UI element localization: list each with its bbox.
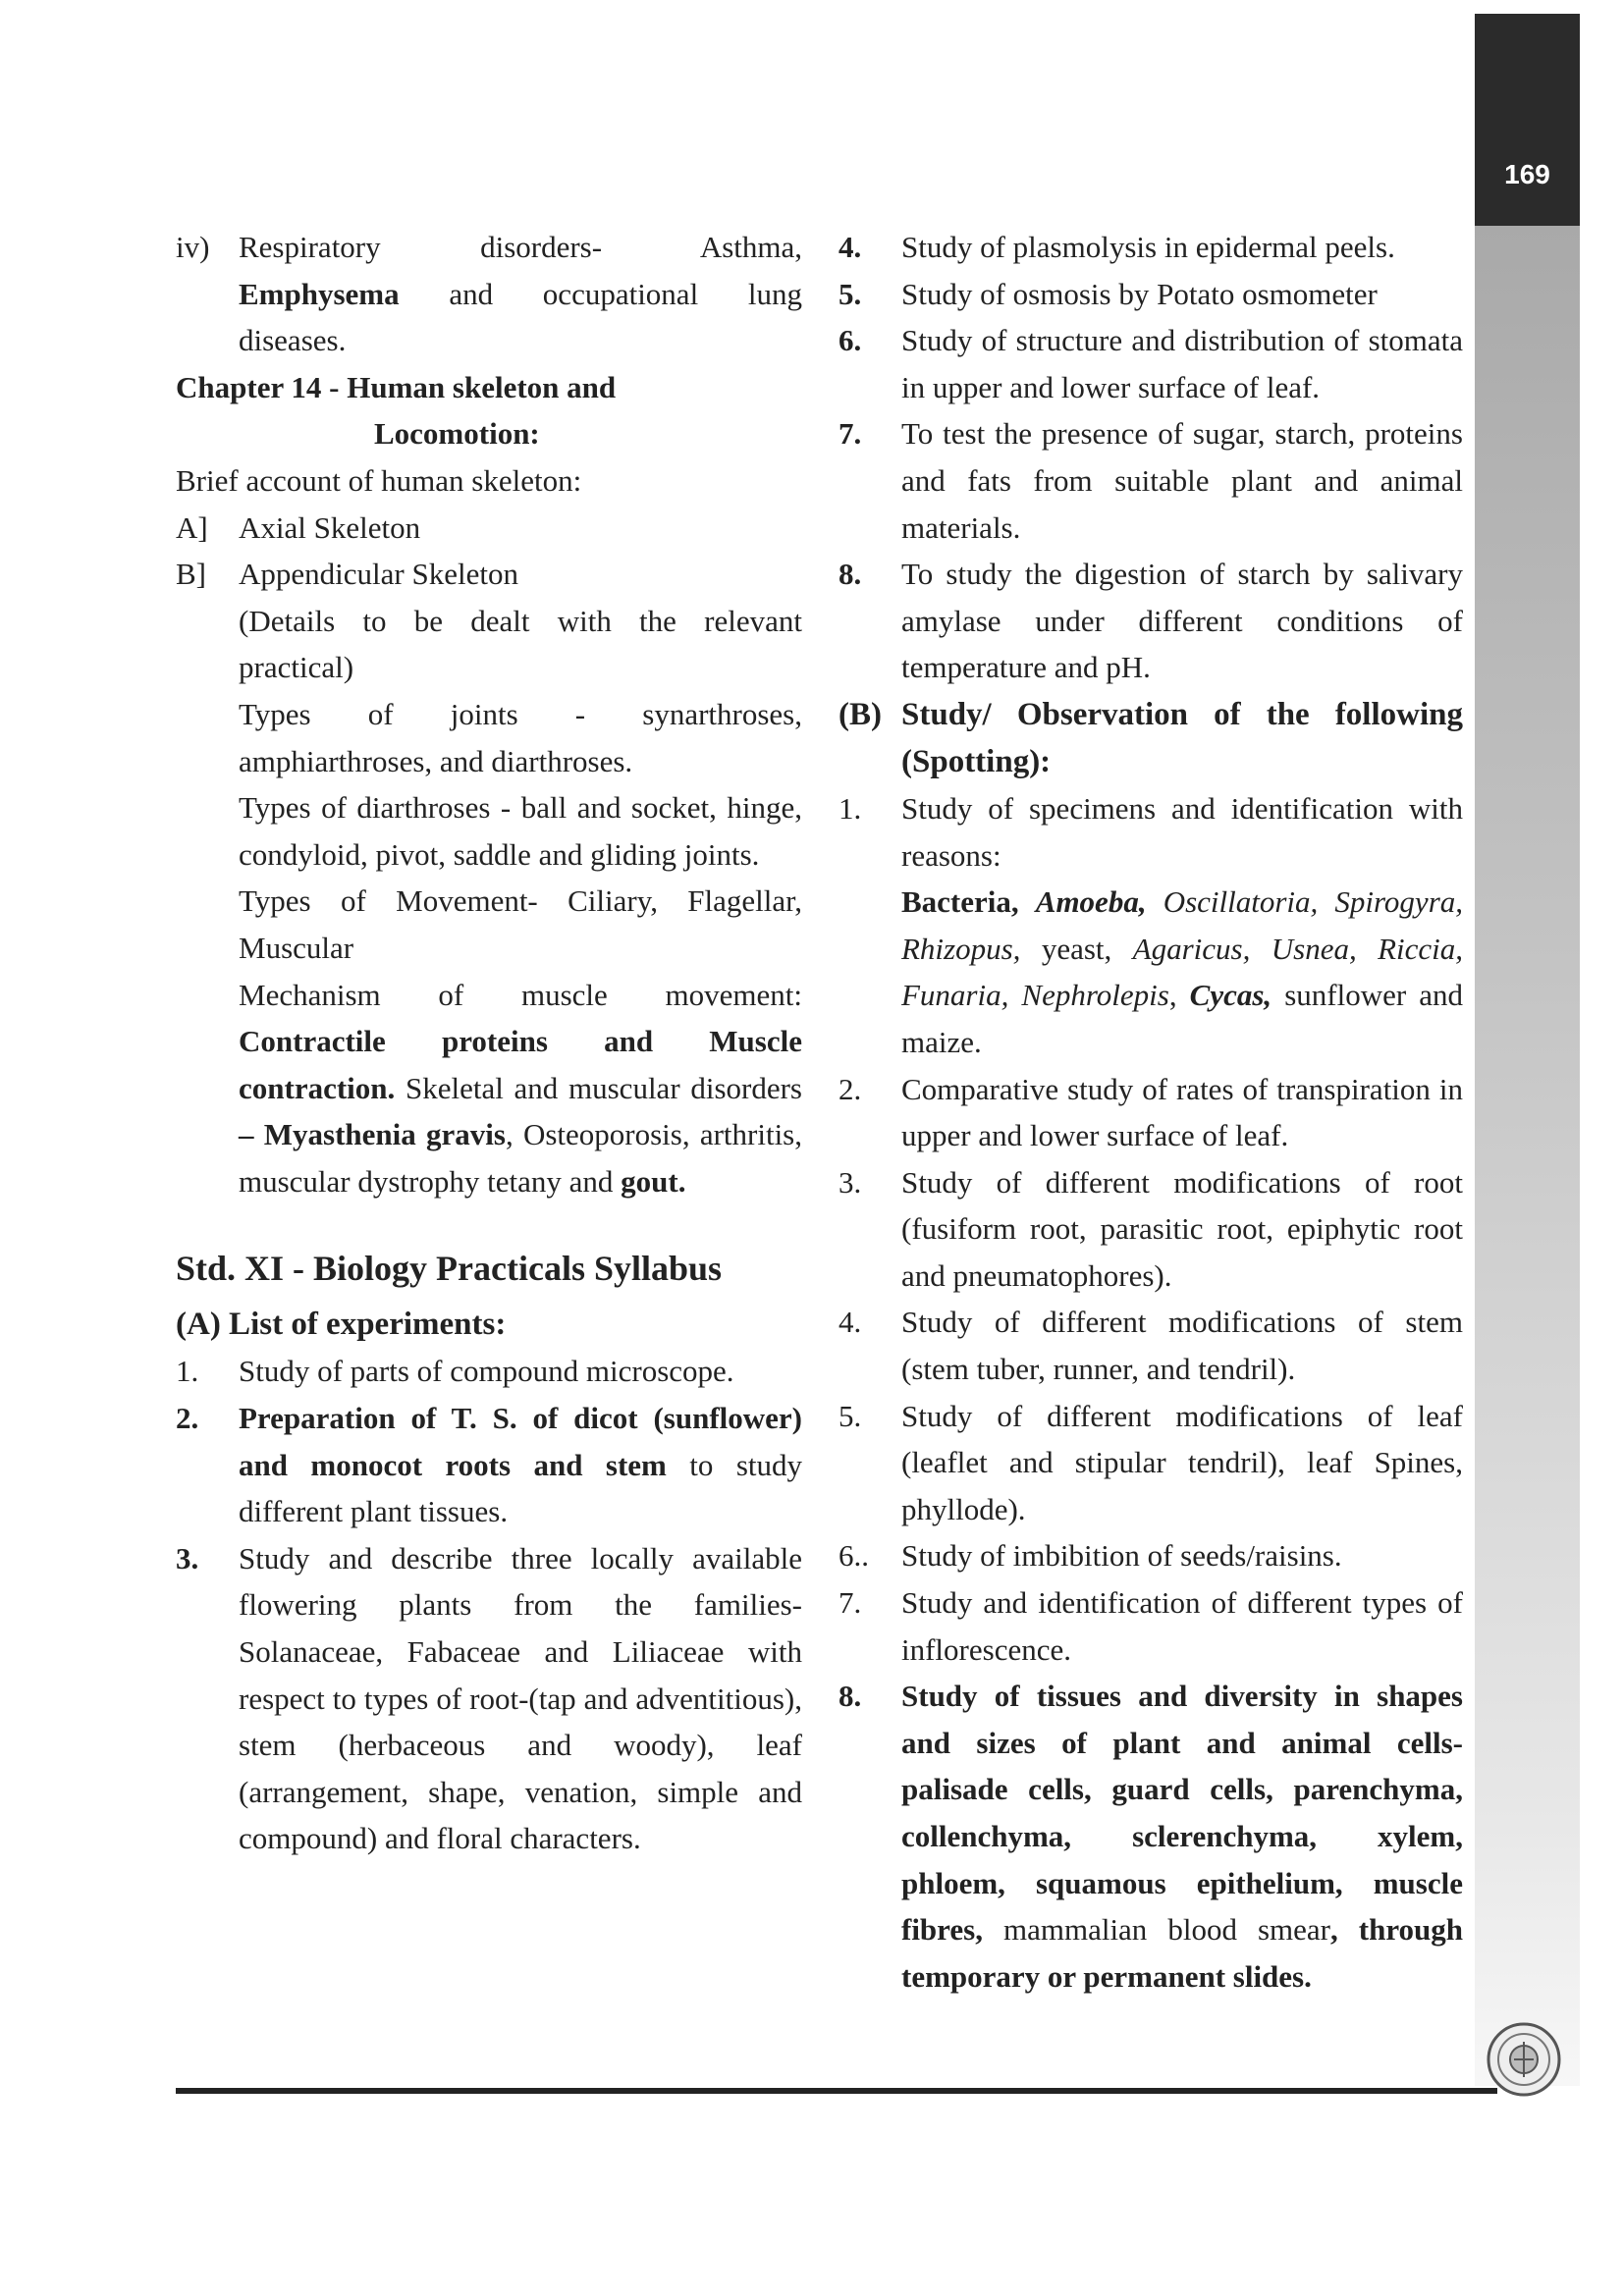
item-marker: A] bbox=[176, 509, 208, 545]
item-text: Study of different modifications of stem (stem tuber, runner, and tendril). bbox=[901, 1305, 1463, 1387]
list-item-spot6 bbox=[839, 1532, 1463, 1579]
dash: – bbox=[239, 1117, 254, 1152]
item-text: Appendicular Skeleton bbox=[239, 557, 518, 592]
joints-paragraph: Types of joints - synarthroses, amphiarthroses, and diarthroses. bbox=[239, 696, 802, 778]
specimens-italic-2: Agaricus, Usnea, Riccia, Funaria, Nephrolepis bbox=[901, 931, 1464, 1013]
page-number: 169 bbox=[1504, 159, 1550, 189]
respiratory-line: Respiratory disorders- Asthma, bbox=[239, 230, 802, 264]
item-text bbox=[901, 1673, 1463, 2000]
list-item-spot2 bbox=[839, 1066, 1463, 1159]
list-item-exp7 bbox=[839, 410, 1463, 551]
item-text: Comparative study of rates of transpiration in upper and lower surface of leaf. bbox=[901, 1071, 1463, 1153]
item-marker: 3. bbox=[176, 1540, 199, 1575]
list-item-exp5 bbox=[839, 271, 1463, 318]
details-note: (Details to be dealt with the relevant practical) bbox=[239, 603, 802, 685]
blood-smear-term: mammalian blood smear bbox=[1002, 1912, 1330, 1948]
item-text: Study of different modifications of root (fusiform root, parasitic root, epiphytic root and pneumatophores). bbox=[901, 1164, 1463, 1293]
list-item-axial bbox=[176, 505, 802, 552]
specimens-italic-1: Oscillatoria, Spirogyra, Rhizopus, bbox=[901, 884, 1464, 966]
emphysema-term: Emphysema bbox=[239, 276, 400, 311]
list-item-exp3 bbox=[176, 1535, 802, 1862]
item-text bbox=[239, 1395, 802, 1535]
item-text: Study of structure and distribution of stomata in upper and lower surface of leaf. bbox=[901, 323, 1463, 404]
item-marker: 2. bbox=[839, 1071, 862, 1106]
list-item-respiratory bbox=[176, 224, 802, 364]
list-item-spot3 bbox=[839, 1159, 1463, 1300]
subsection-title-a: (A) List of experiments: bbox=[176, 1307, 507, 1343]
item-text: Study of osmosis by Potato osmometer bbox=[901, 276, 1378, 311]
chapter-title-cont: Locomotion: bbox=[374, 416, 540, 452]
respiratory-line-3: diseases. bbox=[239, 323, 347, 358]
right-column bbox=[839, 224, 1463, 2000]
amoeba-term: Amoeba, bbox=[1035, 884, 1147, 920]
spot1-intro: Study of specimens and identification with reasons: bbox=[901, 790, 1463, 873]
item-marker: 8. bbox=[839, 1679, 862, 1714]
item-marker: 6. bbox=[839, 323, 862, 358]
item-text: Study and describe three locally available flowering plants from the families- Solanaceae, Fabaceae and Liliaceae with respect to types of root-(tap and adventitious), stem (herbaceous and woody), leaf (arrangement, shape, venation, simple and compound) and floral characters. bbox=[239, 1540, 802, 1856]
list-item-exp8 bbox=[839, 551, 1463, 691]
yeast-term: yeast, bbox=[1041, 931, 1112, 966]
list-item-exp6 bbox=[839, 317, 1463, 410]
chapter-title: Chapter 14 - Human skeleton and bbox=[176, 369, 617, 404]
item-text: To test the presence of sugar, starch, proteins and fats from suitable plant and animal materials. bbox=[901, 416, 1463, 545]
list-item-spot8 bbox=[839, 1673, 1463, 2000]
comma: , bbox=[1168, 978, 1177, 1013]
emblem-icon bbox=[1485, 2020, 1563, 2099]
diarthroses-paragraph: Types of diarthroses - ball and socket, hinge, condyloid, pivot, saddle and gliding joints. bbox=[239, 790, 802, 872]
exp2-rest: to study different plant tissues. bbox=[239, 1447, 802, 1529]
list-item-spot1 bbox=[839, 785, 1463, 1066]
list-item-spot4 bbox=[839, 1299, 1463, 1392]
comma: , bbox=[1329, 1912, 1338, 1948]
item-text: Axial Skeleton bbox=[239, 509, 421, 545]
mechanism-rest: , Osteoporosis, arthritis, muscular dystrophy tetany and bbox=[239, 1117, 802, 1199]
list-item-exp1 bbox=[176, 1348, 802, 1395]
item-text: Study/ Observation of the following (Spotting): bbox=[901, 696, 1463, 779]
item-text: Study of plasmolysis in epidermal peels. bbox=[901, 230, 1395, 264]
item-marker: 3. bbox=[839, 1164, 862, 1200]
item-marker: 8. bbox=[839, 557, 862, 592]
mechanism-paragraph bbox=[176, 972, 802, 1205]
item-marker: 2. bbox=[176, 1401, 199, 1436]
bacteria-term: Bacteria, bbox=[901, 884, 1019, 920]
item-marker: (B) bbox=[839, 696, 882, 732]
list-item-spot7 bbox=[839, 1579, 1463, 1673]
item-text: Study of parts of compound microscope. bbox=[239, 1354, 734, 1389]
respiratory-line-rest: and occupational lung bbox=[449, 276, 802, 311]
item-marker: 5. bbox=[839, 276, 862, 311]
contractile-proteins-term: Contractile proteins and Muscle contraction. bbox=[239, 1024, 802, 1105]
section-title: Std. XI - Biology Practicals Syllabus bbox=[176, 1249, 723, 1289]
item-marker: 4. bbox=[839, 230, 862, 264]
left-column bbox=[176, 224, 802, 1862]
page-tab-gradient bbox=[1475, 226, 1580, 2086]
specimen-list bbox=[901, 879, 1463, 1065]
item-text: Study of imbibition of seeds/raisins. bbox=[901, 1538, 1342, 1574]
item-text bbox=[901, 785, 1463, 1066]
spot8-bold-2: through temporary or permanent slides. bbox=[901, 1912, 1463, 1994]
exp2-bold: Preparation of T. S. of dicot (sunflower) and monocot roots and stem bbox=[239, 1401, 802, 1482]
item-text: Study and identification of different types of inflorescence. bbox=[901, 1585, 1463, 1667]
item-marker: iv) bbox=[176, 230, 210, 264]
mechanism-intro: Mechanism of muscle movement: bbox=[239, 977, 802, 1012]
subsection-title-b bbox=[839, 691, 1463, 785]
spot8-bold: Study of tissues and diversity in shapes and sizes of plant and animal cells- palisade cells, guard cells, parenchyma, collenchyma, sclerenchyma, xylem, phloem, squamous epithelium, muscle fibres, bbox=[901, 1679, 1463, 1948]
item-text: Study of different modifications of leaf (leaflet and stipular tendril), leaf Spines, phyllode). bbox=[901, 1398, 1463, 1526]
item-text: To study the digestion of starch by salivary amylase under different conditions of temperature and pH. bbox=[901, 557, 1463, 685]
mechanism-mid: Skeletal and muscular disorders bbox=[405, 1070, 802, 1105]
item-marker: 5. bbox=[839, 1398, 862, 1433]
item-marker: B] bbox=[176, 557, 206, 592]
list-item-exp4 bbox=[839, 224, 1463, 271]
list-item-appendicular bbox=[176, 551, 802, 598]
item-marker: 7. bbox=[839, 1585, 862, 1621]
movement-paragraph: Types of Movement- Ciliary, Flagellar, Muscular bbox=[239, 883, 802, 965]
cycas-term: Cycas, bbox=[1189, 978, 1272, 1013]
list-item-exp2 bbox=[176, 1395, 802, 1535]
item-text bbox=[239, 224, 802, 364]
brief-account: Brief account of human skeleton: bbox=[176, 462, 582, 498]
item-marker: 7. bbox=[839, 416, 862, 452]
bottom-rule bbox=[176, 2088, 1497, 2094]
respiratory-line-2 bbox=[239, 271, 802, 318]
list-item-spot5 bbox=[839, 1393, 1463, 1533]
item-marker: 1. bbox=[176, 1354, 199, 1389]
item-marker: 4. bbox=[839, 1305, 862, 1340]
specimens-rest: sunflower and maize. bbox=[901, 978, 1464, 1059]
gout-term: gout. bbox=[621, 1163, 686, 1199]
item-marker: 1. bbox=[839, 790, 862, 826]
myasthenia-term: Myasthenia gravis bbox=[263, 1117, 506, 1152]
item-marker: 6.. bbox=[839, 1538, 869, 1574]
